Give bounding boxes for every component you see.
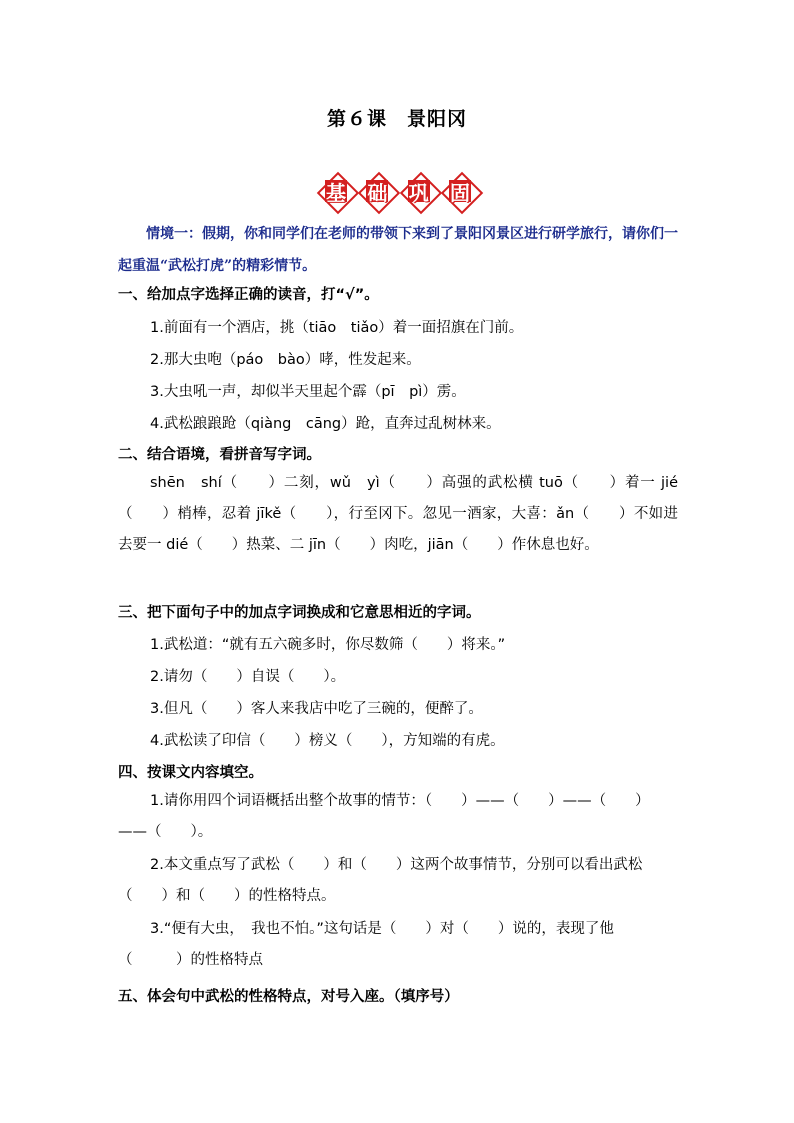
section-heading-3: 三、把下面句子中的加点字词换成和它意思相近的字词。 bbox=[118, 605, 481, 621]
page-title: 第６课 景阳冈 bbox=[326, 108, 467, 130]
banner-badge bbox=[442, 173, 478, 209]
question-item: 2.请勿（ ）自误（ ）。 bbox=[150, 669, 346, 685]
section-heading-4: 四、按课文内容填空。 bbox=[118, 765, 263, 781]
banner-char: 础 bbox=[367, 180, 388, 205]
banner-badge bbox=[359, 173, 395, 209]
question-item: 4.武松读了印信（ ）榜义（ ），方知端的有虎。 bbox=[150, 733, 505, 749]
banner-char: 固 bbox=[449, 180, 470, 205]
scenario-text: 情境一：假期，你和同学们在老师的带领下来到了景阳冈景区进行研学旅行，请你们一起重温“武松打虎”的精彩情节。 bbox=[118, 226, 678, 274]
section-heading-5: 五、体会句中武松的性格特点，对号入座。（填序号） bbox=[118, 989, 459, 1005]
question-item: 3.但凡（ ）客人来我店中吃了三碗的，便醉了。 bbox=[150, 701, 483, 717]
banner-char: 巩 bbox=[408, 180, 429, 205]
question-item: 1.武松道：“就有五六碗多时，你尽数筛（ ）将来。” bbox=[150, 637, 506, 653]
banner-badge bbox=[318, 173, 354, 209]
section-heading-2: 二、结合语境，看拼音写字词。 bbox=[118, 447, 321, 463]
banner-badge bbox=[401, 173, 437, 209]
section-heading-1: 一、给加点字选择正确的读音，打“√”。 bbox=[118, 287, 379, 303]
banner-char: 基 bbox=[326, 180, 346, 205]
question-item: 2.那大虫咆（páo bào）哮，性发起来。 bbox=[150, 352, 421, 368]
pinyin-paragraph: shēn shí（ ）二刻，wǔ yì（ ）高强的武松横 tuō（ ）着一 jié（ ）梢棒，忍着 jīkě（ ），行至冈下。忽见一酒家，大喜：ǎn（ ）不如进去要一 dié（ ）热菜、二 jīn（ ）肉吃，jiān（ ）作休息也好。 bbox=[118, 475, 678, 553]
question-item: 3.大虫吼一声，却似半天里起个霹（pī pì）雳。 bbox=[150, 384, 466, 400]
question-item: 1.前面有一个酒店，挑（tiāo tiǎo）着一面招旗在门前。 bbox=[150, 320, 524, 336]
question-item: 3.“便有大虫， 我也不怕。”这句话是（ ）对（ ）说的，表现了他（ ）的性格特点 bbox=[118, 921, 614, 968]
question-item: 1.请你用四个词语概括出整个故事的情节：（ ）——（ ）——（ ）——（ ）。 bbox=[118, 793, 650, 840]
question-item: 4.武松踉踉跄（qiàng cāng）跄，直奔过乱树林来。 bbox=[150, 416, 501, 432]
section-banner bbox=[318, 172, 478, 210]
question-item: 2.本文重点写了武松（ ）和（ ）这两个故事情节，分别可以看出武松（ ）和（ ）的性格特点。 bbox=[118, 857, 643, 904]
